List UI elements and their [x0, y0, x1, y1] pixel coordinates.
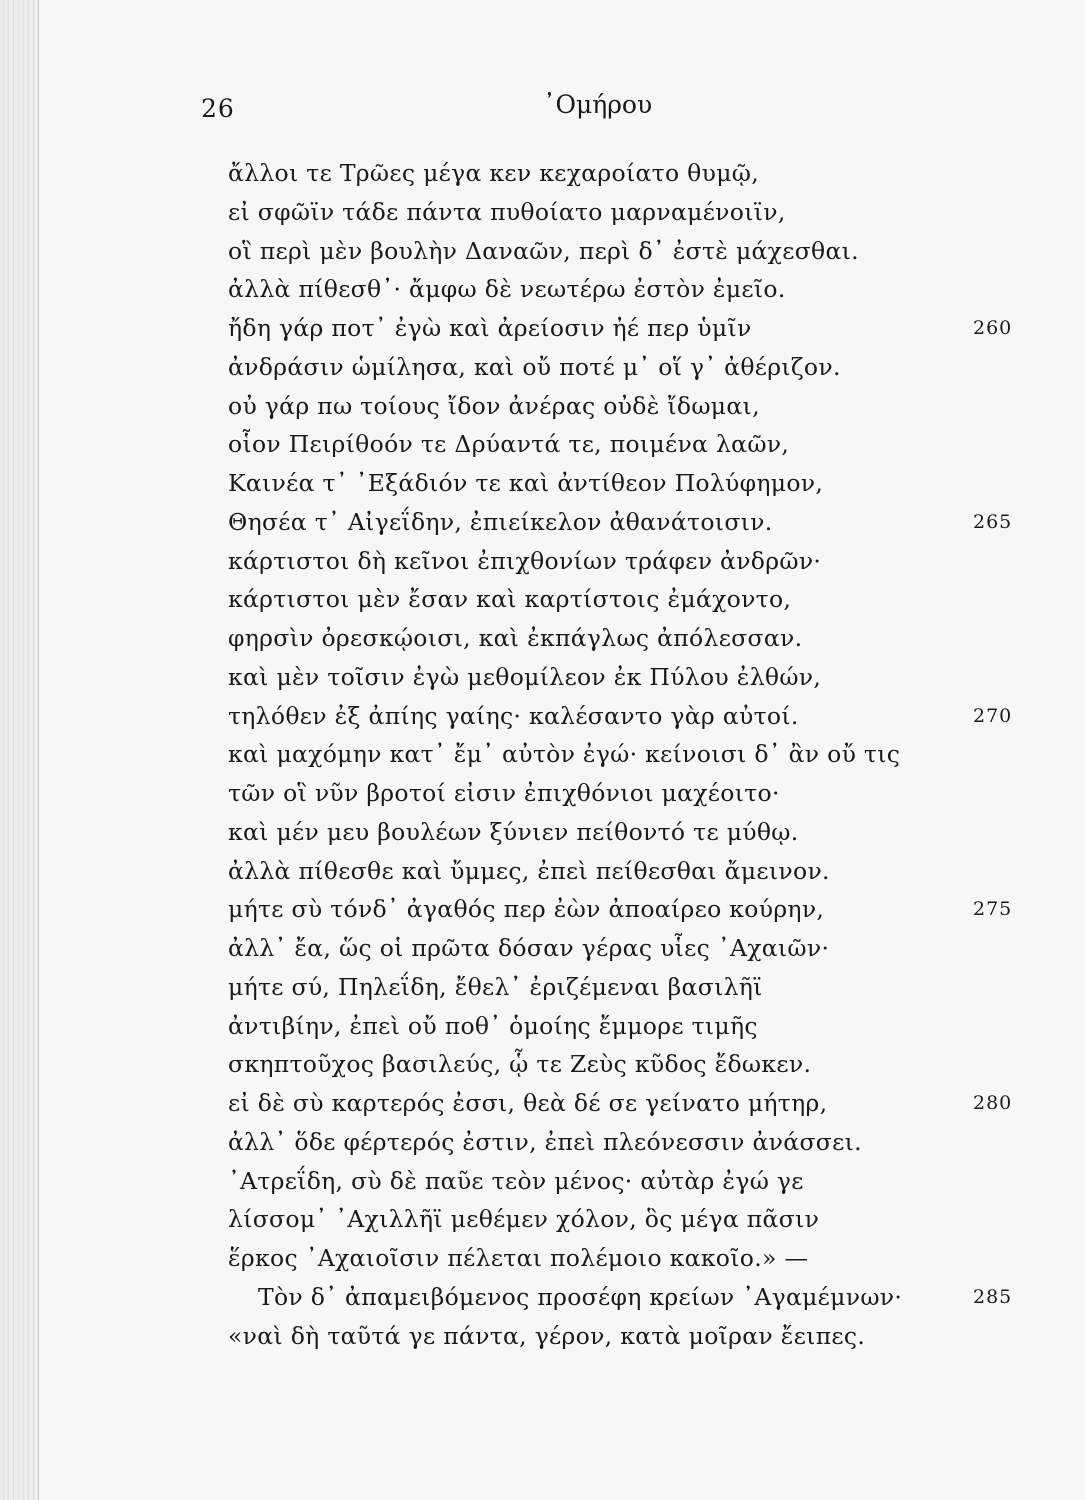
verse-text: μήτε σύ, Πηλεΐδη, ἔθελ᾽ ἐριζέμεναι βασιλῆϊ: [228, 972, 763, 1001]
verse-text: Τὸν δ᾽ ἀπαμειβόμενος προσέφη κρείων ᾽Αγαμέμνων·: [258, 1282, 903, 1311]
verse-line: [228, 193, 888, 232]
verse-text: σκηπτοῦχος βασιλεύς, ᾧ τε Ζεὺς κῦδος ἔδωκεν.: [228, 1050, 812, 1079]
verse-line: [228, 387, 888, 426]
verse-line: [228, 929, 888, 968]
verse-line: [228, 1162, 888, 1201]
verse-line: [228, 154, 888, 193]
verse-line: [228, 1200, 888, 1239]
verse-text: ᾽Ατρεΐδη, σὺ δὲ παῦε τεὸν μένος· αὐτὰρ ἐγώ γε: [228, 1166, 804, 1195]
verse-text: ἕρκος ᾽Αχαιοῖσιν πέλεται πολέμοιο κακοῖο.» —: [228, 1244, 809, 1272]
verse-text: ἄλλοι τε Τρῶες μέγα κεν κεχαροίατο θυμῷ,: [228, 159, 760, 187]
verse-line: [228, 697, 1013, 736]
verse-text: ἤδη γάρ ποτ᾽ ἐγὼ καὶ ἀρείοσιν ἠέ περ ὑμῖν: [228, 314, 752, 342]
verse-text: τηλόθεν ἐξ ἀπίης γαίης· καλέσαντο γὰρ αὐτοί.: [228, 701, 799, 730]
verse-text: λίσσομ᾽ ᾽Αχιλλῆϊ μεθέμεν χόλον, ὃς μέγα πᾶσιν: [228, 1205, 820, 1234]
verse-text: καὶ μέν μευ βουλέων ξύνιεν πείθοντό τε μύθῳ.: [228, 817, 799, 846]
verse-line: [228, 309, 1013, 348]
verse-text: ἀντιβίην, ἐπεὶ οὔ ποθ᾽ ὁμοίης ἔμμορε τιμῆς: [228, 1011, 758, 1040]
verse-text: οὐ γάρ πω τοίους ἴδον ἀνέρας οὐδὲ ἴδωμαι,: [228, 391, 760, 420]
verse-line: [228, 425, 888, 464]
line-number: 285: [973, 1285, 1013, 1308]
verse-line: [228, 232, 888, 271]
verse-line: [228, 619, 888, 658]
verse-text: κάρτιστοι μὲν ἔσαν καὶ καρτίστοις ἐμάχοντο,: [228, 585, 792, 614]
verse-text: Θησέα τ᾽ Αἰγεΐδην, ἐπιείκελον ἀθανάτοισιν.: [228, 507, 773, 536]
verse-line: [228, 1317, 888, 1356]
verse-text: ἀλλ᾽ ὅδε φέρτερός ἐστιν, ἐπεὶ πλεόνεσσιν ἀνάσσει.: [228, 1127, 862, 1156]
verse-line: [228, 968, 888, 1007]
verse-text: τῶν οἳ νῦν βροτοί εἰσιν ἐπιχθόνιοι μαχέοιτο·: [228, 779, 780, 807]
verse-line: [228, 1239, 888, 1278]
line-number: 280: [973, 1092, 1013, 1114]
verse-text: ἀλλὰ πίθεσθ᾽· ἄμφω δὲ νεωτέρω ἐστὸν ἐμεῖο.: [228, 275, 786, 304]
line-number: 275: [973, 898, 1013, 921]
verse-line: [228, 774, 888, 813]
verse-line: [228, 1123, 888, 1162]
verse-text: εἰ σφῶϊν τάδε πάντα πυθοίατο μαρναμένοιϊν,: [228, 197, 786, 226]
verse-text: ἀνδράσιν ὡμίλησα, καὶ οὔ ποτέ μ᾽ οἵ γ᾽ ἀθέριζον.: [228, 352, 841, 381]
verse-line: [228, 852, 888, 891]
line-number: 260: [973, 317, 1013, 339]
verse-line: [228, 735, 901, 774]
verse-text: καὶ μὲν τοῖσιν ἐγὼ μεθομίλεον ἐκ Πύλου ἐλθών,: [228, 662, 822, 691]
verse-text: «ναὶ δὴ ταῦτά γε πάντα, γέρον, κατὰ μοῖραν ἔειπες.: [228, 1321, 866, 1350]
book-page-edge: [0, 0, 39, 1500]
verse-line: [228, 1007, 888, 1046]
verse-text: φηρσὶν ὀρεσκῴοισι, καὶ ἐκπάγλως ἀπόλεσσαν.: [228, 624, 803, 652]
verse-line: [228, 890, 1013, 929]
verse-block: [228, 154, 1013, 1355]
verse-text: μήτε σὺ τόνδ᾽ ἀγαθός περ ἐὼν ἀποαίρεο κούρην,: [228, 895, 825, 924]
verse-line: [228, 658, 888, 697]
running-title: ᾽Ομήρου: [543, 90, 653, 119]
verse-line: [228, 1084, 1013, 1123]
page-number: 26: [201, 94, 235, 123]
verse-text: κάρτιστοι δὴ κεῖνοι ἐπιχθονίων τράφεν ἀνδρῶν·: [228, 546, 822, 575]
verse-text: Καινέα τ᾽ ᾽Εξάδιόν τε καὶ ἀντίθεον Πολύφημον,: [228, 469, 824, 497]
verse-line: [228, 1278, 1013, 1317]
line-number: 265: [973, 510, 1013, 533]
verse-line: [228, 270, 888, 309]
verse-line: [228, 813, 888, 852]
verse-line: [228, 464, 888, 503]
verse-text: εἰ δὲ σὺ καρτερός ἐσσι, θεὰ δέ σε γείνατο μήτηρ,: [228, 1089, 828, 1117]
verse-line: [228, 348, 888, 387]
verse-text: ἀλλὰ πίθεσθε καὶ ὔμμες, ἐπεὶ πείθεσθαι ἄμεινον.: [228, 856, 830, 885]
verse-text: καὶ μαχόμην κατ᾽ ἔμ᾽ αὐτὸν ἐγώ· κείνοισι δ᾽ ἂν οὔ τις: [228, 740, 901, 769]
verse-text: ἀλλ᾽ ἔα, ὥς οἱ πρῶτα δόσαν γέρας υἷες ᾽Αχαιῶν·: [228, 934, 830, 962]
verse-text: οἷον Πειρίθοόν τε Δρύαντά τε, ποιμένα λαῶν,: [228, 430, 790, 459]
verse-line: [228, 1045, 888, 1084]
verse-text: οἳ περὶ μὲν βουλὴν Δαναῶν, περὶ δ᾽ ἐστὲ μάχεσθαι.: [228, 236, 859, 265]
verse-line: [228, 542, 888, 581]
verse-line: [228, 580, 888, 619]
line-number: 270: [973, 704, 1013, 727]
verse-line: [228, 503, 1013, 542]
